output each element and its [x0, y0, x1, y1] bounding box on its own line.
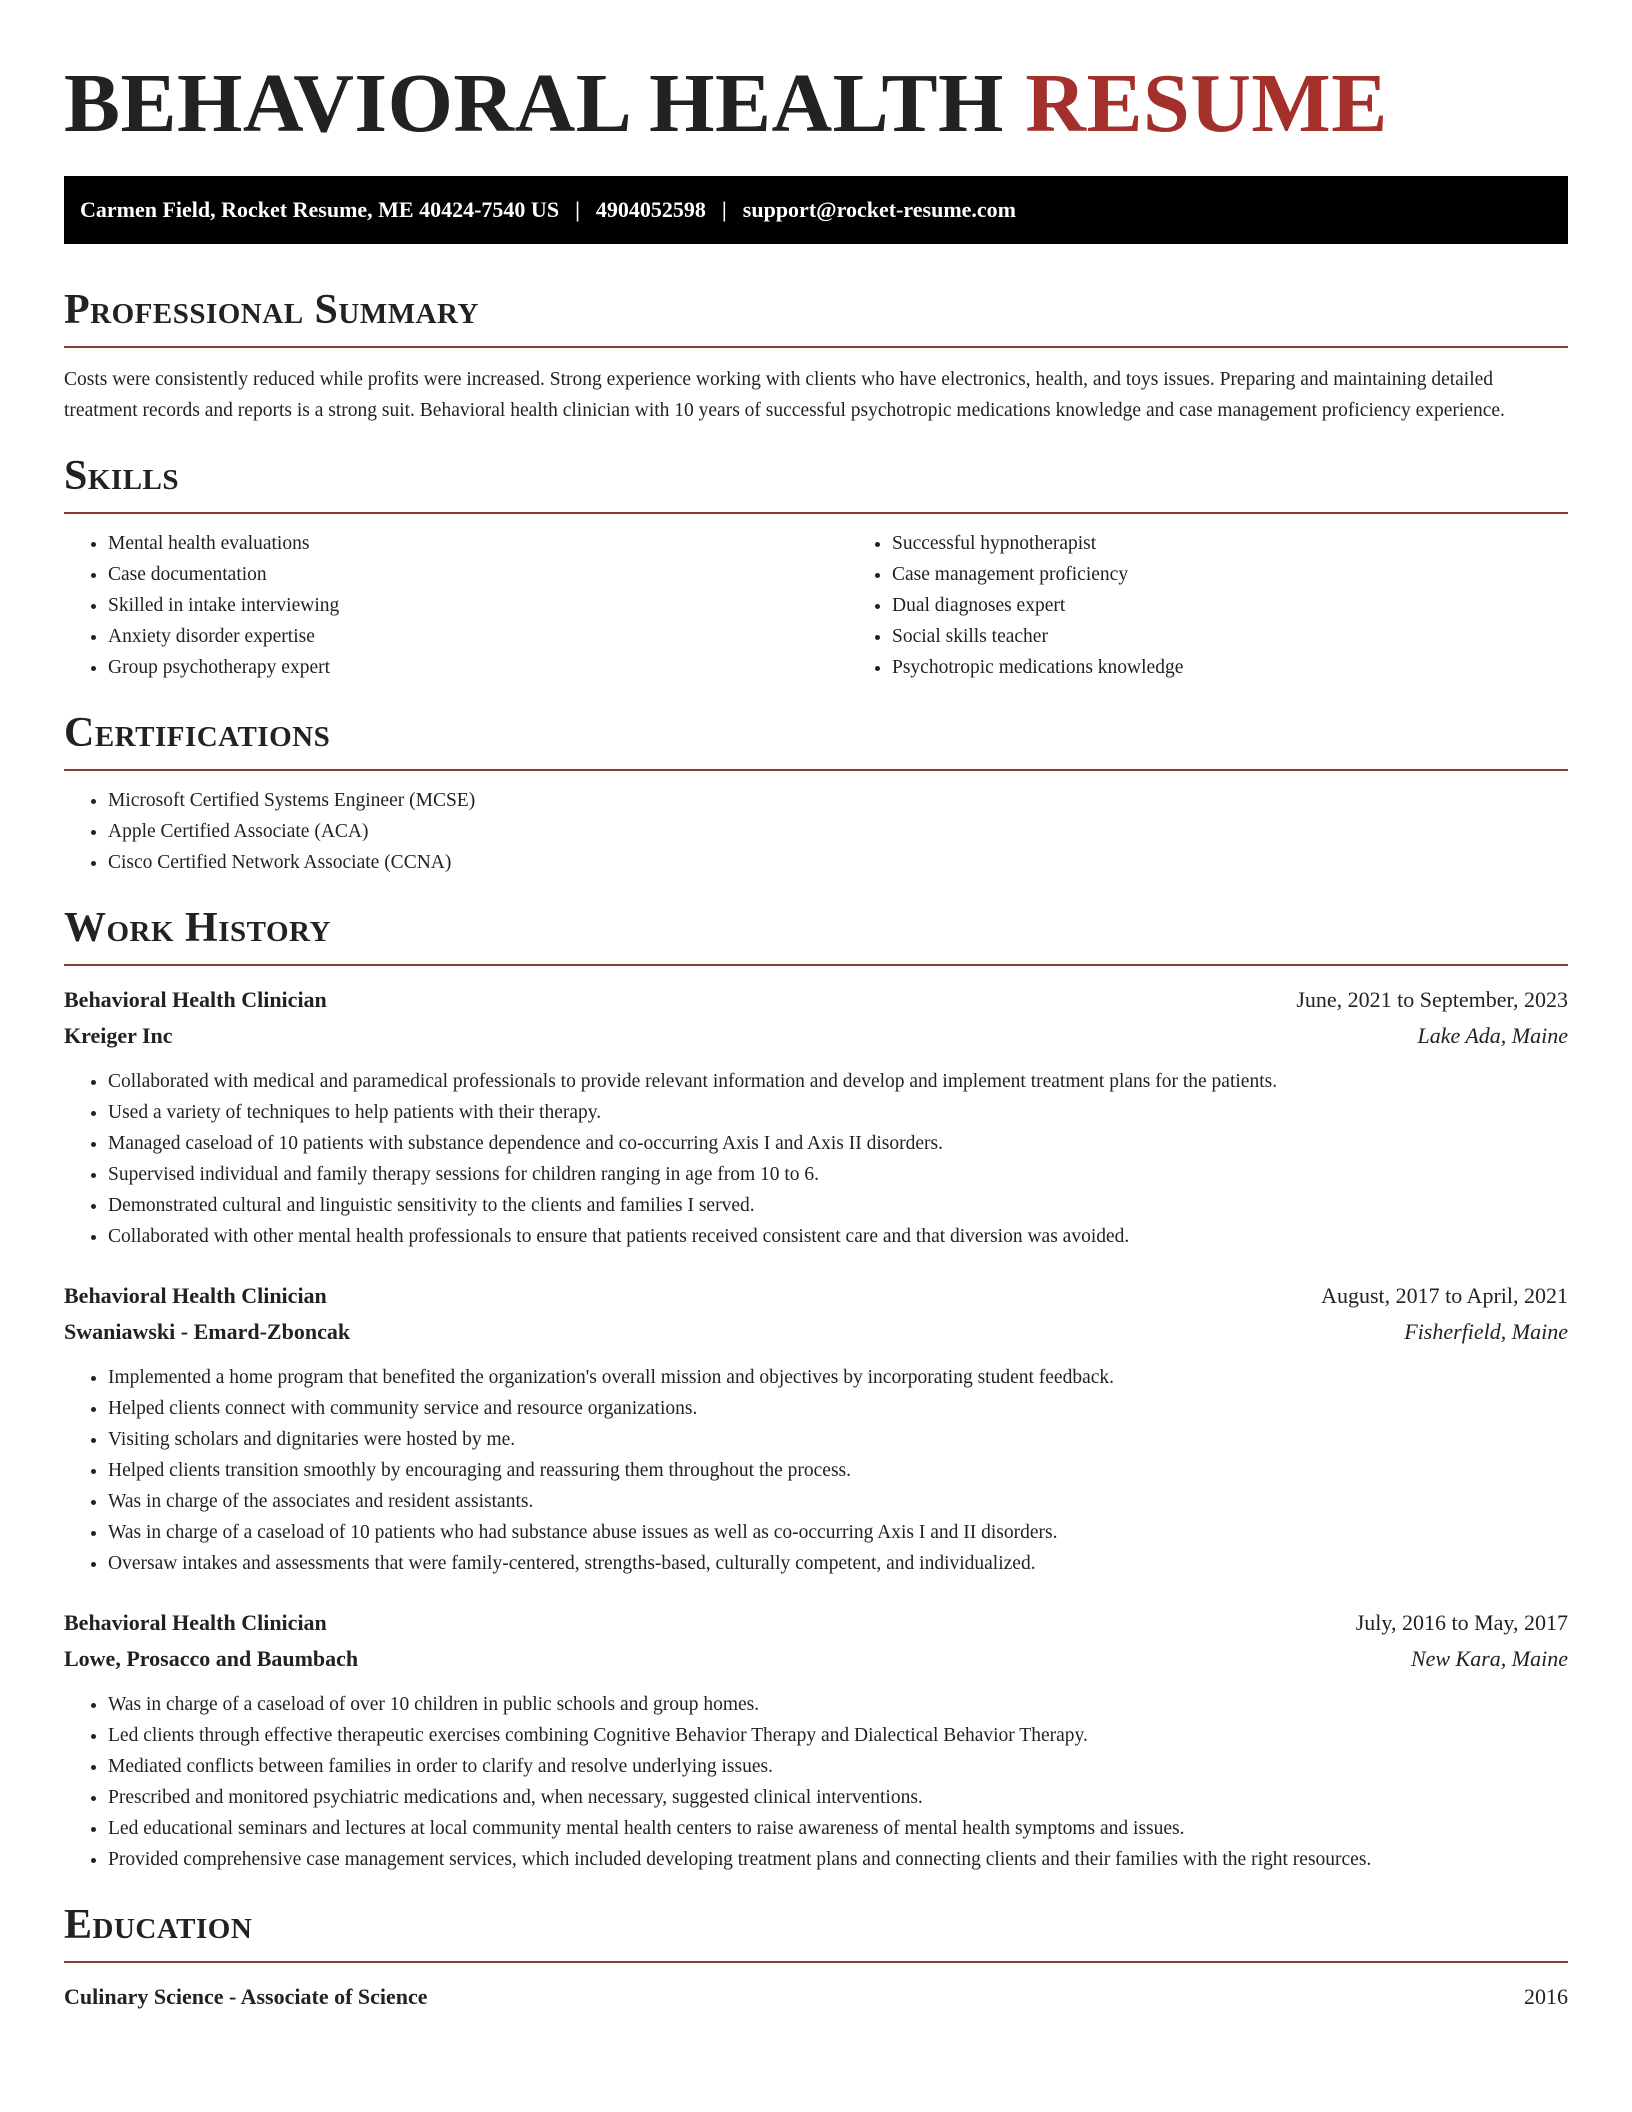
skill-item: • Anxiety disorder expertise: [108, 621, 848, 652]
skill-item: • Mental health evaluations: [108, 528, 848, 559]
job-title: Behavioral Health Clinician: [64, 1283, 327, 1308]
contact-separator: |: [575, 197, 580, 222]
title-main: BEHAVIORAL HEALTH: [64, 57, 1004, 150]
contact-separator: |: [721, 197, 727, 222]
job-bullet: • Visiting scholars and dignitaries were hosted by me.: [108, 1424, 1568, 1455]
job-bullet: • Was in charge of the associates and resident assistants.: [108, 1486, 1568, 1517]
skills-heading: Skills: [64, 453, 180, 499]
job-dates: July, 2016 to May, 2017: [1355, 1610, 1568, 1635]
job-title: Behavioral Health Clinician: [64, 1610, 327, 1635]
certification-item: • Cisco Certified Network Associate (CCNA): [108, 847, 1568, 878]
education-section: [64, 1901, 1568, 2015]
contact-phone[interactable]: 4904052598: [595, 197, 706, 222]
section-divider: [64, 1961, 1568, 1963]
skills-list-left: [64, 528, 848, 683]
job-bullet: • Led educational seminars and lectures at local community mental health centers to raise awareness of mental health symptoms and issues.: [108, 1813, 1568, 1844]
job-bullet: • Prescribed and monitored psychiatric medications and, when necessary, suggested clinical interventions.: [108, 1782, 1568, 1813]
education-entry: [64, 1979, 1568, 2015]
skills-section: [64, 452, 1568, 683]
certifications-section: [64, 709, 1568, 878]
job-bullets: [64, 1362, 1568, 1579]
section-divider: [64, 769, 1568, 771]
job-entry: [64, 1605, 1568, 1875]
education-header-row: [64, 1979, 1568, 2015]
title-accent: RESUME: [1025, 57, 1388, 150]
job-bullet: • Supervised individual and family therapy sessions for children ranging in age from 10 to 6.: [108, 1159, 1568, 1190]
contact-address: Carmen Field, Rocket Resume, ME 40424-7540 US: [80, 197, 560, 222]
job-company-row: [64, 1641, 1568, 1677]
job-location: New Kara, Maine: [1410, 1646, 1568, 1671]
certifications-heading: Certifications: [64, 710, 331, 756]
certification-item: • Apple Certified Associate (ACA): [108, 816, 1568, 847]
job-header-row: [64, 982, 1568, 1018]
job-company: Lowe, Prosacco and Baumbach: [64, 1646, 359, 1671]
job-bullet: • Helped clients connect with community service and resource organizations.: [108, 1393, 1568, 1424]
education-year: 2016: [1524, 1984, 1568, 2009]
job-company: Kreiger Inc: [64, 1023, 173, 1048]
skill-item: • Social skills teacher: [892, 621, 1632, 652]
skill-item: • Dual diagnoses expert: [892, 590, 1632, 621]
contact-bar: [64, 176, 1568, 244]
job-bullet: • Was in charge of a caseload of 10 patients who had substance abuse issues as well as co-occurring Axis I and II disorders.: [108, 1517, 1568, 1548]
certifications-list: [64, 785, 1568, 878]
job-company-row: [64, 1314, 1568, 1350]
job-location: Lake Ada, Maine: [1417, 1023, 1568, 1048]
job-bullet: • Used a variety of techniques to help patients with their therapy.: [108, 1097, 1568, 1128]
skill-item: • Case documentation: [108, 559, 848, 590]
skill-item: • Group psychotherapy expert: [108, 652, 848, 683]
job-header-row: [64, 1605, 1568, 1641]
resume-title: [64, 0, 1568, 152]
job-bullet: • Collaborated with medical and paramedical professionals to provide relevant information and develop and implement treatment plans for the patients.: [108, 1066, 1568, 1097]
job-company-row: [64, 1018, 1568, 1054]
summary-section: [64, 286, 1568, 426]
skill-item: • Skilled in intake interviewing: [108, 590, 848, 621]
job-header-row: [64, 1278, 1568, 1314]
job-bullet: • Collaborated with other mental health professionals to ensure that patients received consistent care and that diversion was avoided.: [108, 1221, 1568, 1252]
job-bullet: • Managed caseload of 10 patients with substance dependence and co-occurring Axis I and Axis II disorders.: [108, 1128, 1568, 1159]
skill-item: • Successful hypnotherapist: [892, 528, 1632, 559]
job-bullet: • Helped clients transition smoothly by encouraging and reassuring them throughout the process.: [108, 1455, 1568, 1486]
job-bullet: • Mediated conflicts between families in order to clarify and resolve underlying issues.: [108, 1751, 1568, 1782]
job-bullets: [64, 1066, 1568, 1252]
contact-email[interactable]: support@rocket-resume.com: [742, 197, 1016, 222]
skill-item: • Case management proficiency: [892, 559, 1632, 590]
work-history-heading: Work History: [64, 905, 331, 951]
summary-heading: Professional Summary: [64, 287, 479, 333]
job-bullet: • Implemented a home program that benefited the organization's overall mission and objectives by incorporating student feedback.: [108, 1362, 1568, 1393]
skills-list-right: [848, 528, 1632, 683]
job-title: Behavioral Health Clinician: [64, 987, 327, 1012]
summary-text: Costs were consistently reduced while profits were increased. Strong experience working with clients who have electronics, health, and toys issues. Preparing and maintaining detailed treatment records and reports is a strong suit. Behavioral health clinician with 10 years of successful psychotropic medications knowledge and case management proficiency experience.: [64, 369, 1505, 421]
job-bullet: • Oversaw intakes and assessments that were family-centered, strengths-based, culturally competent, and individualized.: [108, 1548, 1568, 1579]
job-bullet: • Demonstrated cultural and linguistic sensitivity to the clients and families I served.: [108, 1190, 1568, 1221]
work-history-section: [64, 904, 1568, 1875]
job-entry: [64, 1278, 1568, 1579]
job-entry: [64, 982, 1568, 1252]
education-degree: Culinary Science - Associate of Science: [64, 1984, 428, 2009]
skill-item: • Psychotropic medications knowledge: [892, 652, 1632, 683]
job-bullet: • Was in charge of a caseload of over 10 children in public schools and group homes.: [108, 1689, 1568, 1720]
skills-columns: [64, 514, 1568, 683]
education-heading: Education: [64, 1902, 253, 1948]
job-company: Swaniawski - Emard-Zboncak: [64, 1319, 351, 1344]
job-bullet: • Led clients through effective therapeutic exercises combining Cognitive Behavior Therapy and Dialectical Behavior Therapy.: [108, 1720, 1568, 1751]
section-divider: [64, 964, 1568, 966]
job-location: Fisherfield, Maine: [1404, 1319, 1568, 1344]
job-dates: August, 2017 to April, 2021: [1321, 1283, 1568, 1308]
section-divider: [64, 346, 1568, 348]
certification-item: • Microsoft Certified Systems Engineer (MCSE): [108, 785, 1568, 816]
job-dates: June, 2021 to September, 2023: [1296, 987, 1568, 1012]
job-bullets: [64, 1689, 1568, 1875]
job-bullet: • Provided comprehensive case management services, which included developing treatment plans and connecting clients and their families with the right resources.: [108, 1844, 1568, 1875]
